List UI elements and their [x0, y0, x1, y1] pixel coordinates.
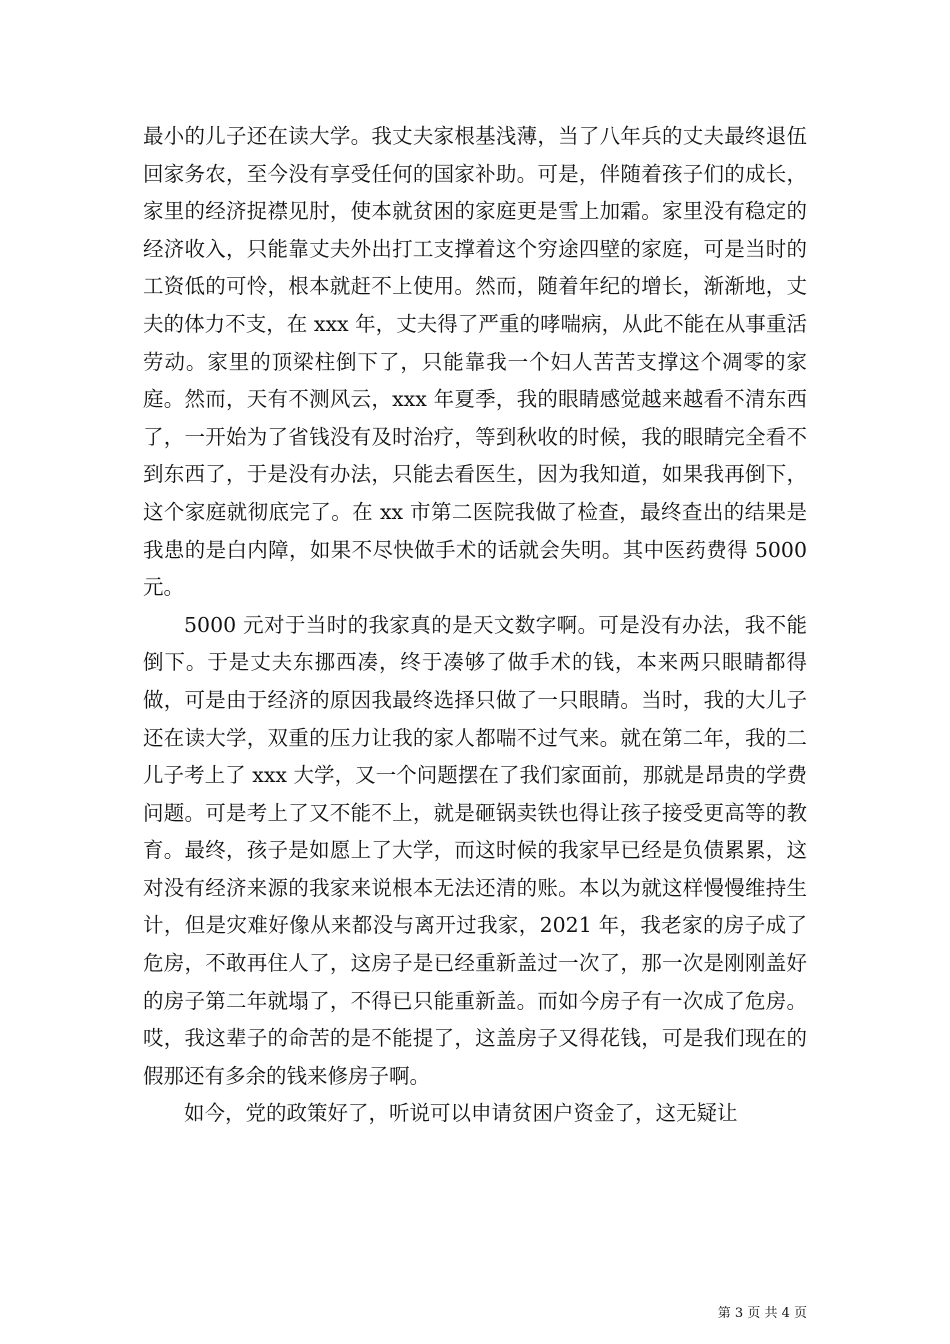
- page-footer: 第 3 页 共 4 页: [717, 1306, 807, 1321]
- paragraph-1: 最小的儿子还在读大学。我丈夫家根基浅薄，当了八年兵的丈夫最终退伍回家务农，至今没有享受任何的国家补助。可是，伴随着孩子们的成长，家里的经济捉襟见肘，使本就贫困的家庭更是雪上加霜。家里没有稳定的经济收入，只能靠丈夫外出打工支撑着这个穷途四壁的家庭，可是当时的工资低的可怜，根本就赶不上使用。然而，随着年纪的增长，渐渐地，丈夫的体力不支，在 xxx 年，丈夫得了严重的哮喘病，从此不能在从事重活劳动。家里的顶梁柱倒下了，只能靠我一个妇人苦苦支撑这个凋零的家庭。然而，天有不测风云，xxx 年夏季，我的眼睛感觉越来越看不清东西了，一开始为了省钱没有及时治疗，等到秋收的时候，我的眼睛完全看不到东西了，于是没有办法，只能去看医生，因为我知道，如果我再倒下，这个家庭就彻底完了。在 xx 市第二医院我做了检查，最终查出的结果是我患的是白内障，如果不尽快做手术的话就会失明。其中医药费得 5000 元。: [143, 124, 807, 600]
- paragraph-2: 5000 元对于当时的我家真的是天文数字啊。可是没有办法，我不能倒下。于是丈夫东挪西凑，终于凑够了做手术的钱，本来两只眼睛都得做，可是由于经济的原因我最终选择只做了一只眼睛。当时，我的大儿子还在读大学，双重的压力让我的家人都喘不过气来。就在第二年，我的二儿子考上了 xxx 大学，又一个问题摆在了我们家面前，那就是昂贵的学费问题。可是考上了又不能不上，就是砸锅卖铁也得让孩子接受更高等的教育。最终，孩子是如愿上了大学，而这时候的我家早已经是负债累累，这对没有经济来源的我家来说根本无法还清的账。本以为就这样慢慢维持生计，但是灾难好像从来都没与离开过我家，2021 年，我老家的房子成了危房，不敢再住人了，这房子是已经重新盖过一次了，那一次是刚刚盖好的房子第二年就塌了，不得已只能重新盖。而如今房子有一次成了危房。哎，我这辈子的命苦的是不能提了，这盖房子又得花钱，可是我们现在的假那还有多余的钱来修房子啊。: [143, 612, 807, 1088]
- paragraph-3: 如今，党的政策好了，听说可以申请贫困户资金了，这无疑让: [184, 1101, 738, 1126]
- document-body: [143, 118, 807, 1133]
